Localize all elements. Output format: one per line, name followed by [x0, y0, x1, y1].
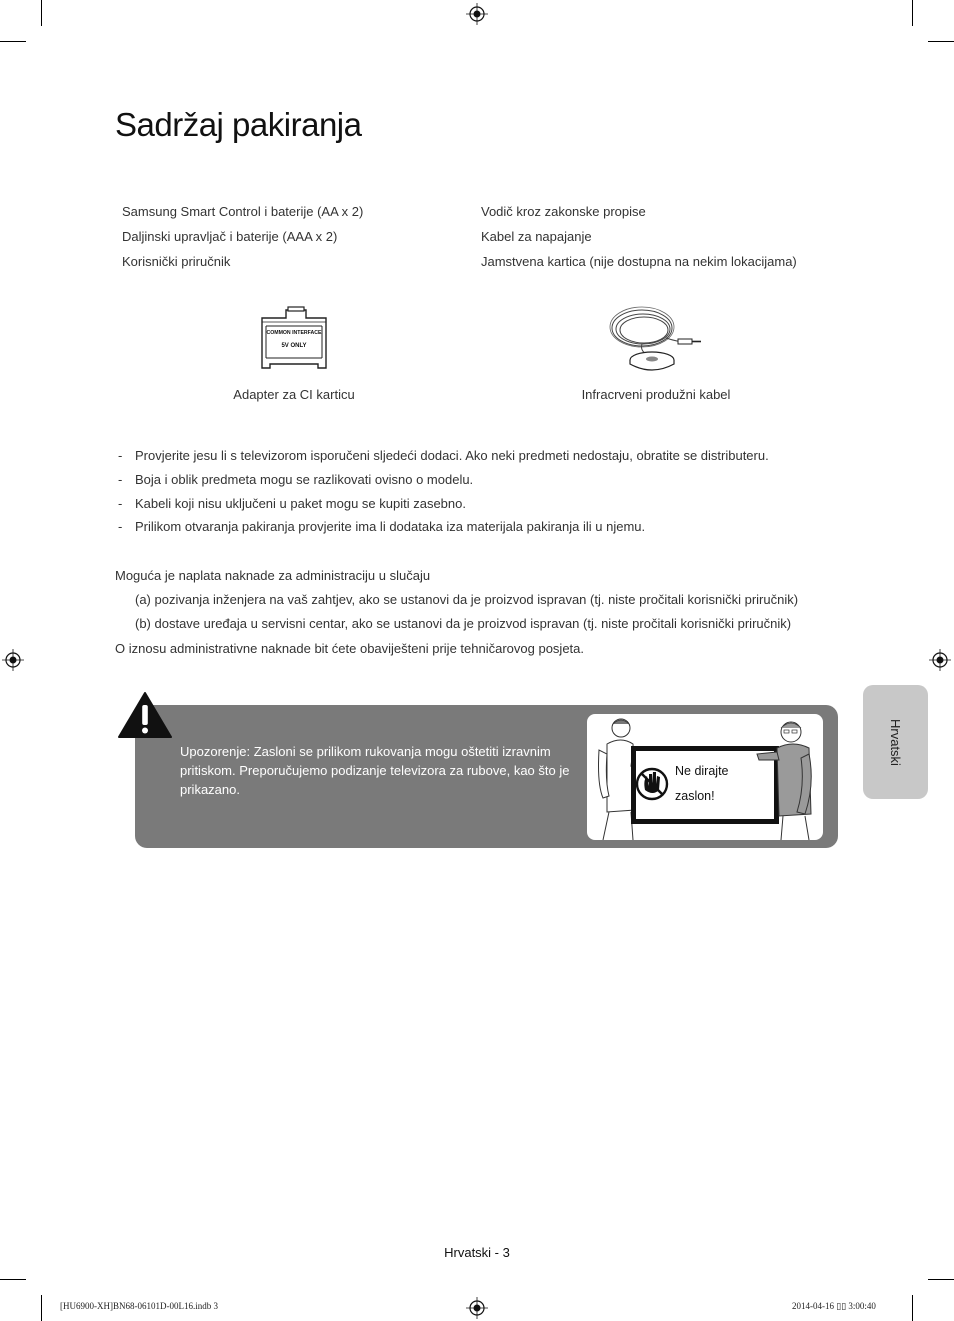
ir-extender-cable-icon	[606, 304, 706, 378]
warning-triangle-icon	[117, 690, 173, 740]
warning-text	[180, 742, 575, 799]
registration-mark-icon	[466, 3, 488, 25]
crop-mark	[0, 1279, 26, 1280]
language-side-tab	[863, 685, 928, 799]
page-title: Sadržaj pakiranja	[115, 106, 362, 143]
crop-mark	[928, 1279, 954, 1280]
crop-mark	[0, 41, 26, 42]
crop-mark	[912, 0, 913, 26]
accessory-caption: Adapter za CI karticu	[233, 387, 355, 402]
page-number: Hrvatski - 3	[444, 1245, 510, 1260]
note-text: Prilikom otvaranja pakiranja provjerite ima li dodataka iza materijala pakiranja ili u njemu.	[135, 519, 646, 534]
accessory-caption: Infracrveni produžni kabel	[581, 387, 731, 402]
contents-item: Vodič kroz zakonske propise	[481, 204, 646, 219]
language-side-tab-label: Hrvatski	[888, 718, 903, 766]
note-item: - Kabeli koji nisu uključeni u paket mogu se kupiti zasebno.	[118, 496, 466, 511]
note-item: - Prilikom otvaranja pakiranja provjerite ima li dodataka iza materijala pakiranja ili u njemu.	[118, 519, 646, 534]
crop-mark	[41, 0, 42, 26]
ci-adapter-label: COMMON INTERFACE	[266, 330, 322, 336]
admin-intro: Moguća je naplata naknade za administraciju u slučaju	[115, 568, 431, 583]
admin-outro: O iznosu administrativne naknade bit ćete obaviješteni prije tehničarovog posjeta.	[115, 641, 584, 656]
admin-case-a: (a) pozivanja inženjera na vaš zahtjev, ako se ustanovi da je proizvod ispravan (tj. niste pročitali korisnički priručnik)	[135, 592, 799, 607]
people-holding-tv-illustration	[587, 714, 823, 840]
tv-warning-line1: Ne dirajte	[675, 764, 729, 778]
contents-item: Kabel za napajanje	[481, 229, 592, 244]
registration-mark-icon	[929, 649, 951, 671]
admin-case-b: (b) dostave uređaja u servisni centar, ako se ustanovi da je proizvod ispravan (tj. niste pročitali korisnički priručnik)	[135, 616, 792, 631]
warning-body: : Zasloni se prilikom rukovanja mogu oštetiti izravnim pritiskom. Preporučujemo podizanje televizora za rubove, kao što je prikazano.	[180, 744, 570, 797]
footer-file-info: [HU6900-XH]BN68-06101D-00L16.indb 3	[60, 1301, 218, 1311]
contents-item: Korisnički priručnik	[122, 254, 231, 269]
note-text: Kabeli koji nisu uključeni u paket mogu se kupiti zasebno.	[135, 496, 466, 511]
registration-mark-icon	[466, 1297, 488, 1319]
ci-adapter-label: 5V ONLY	[281, 343, 307, 349]
note-text: Boja i oblik predmeta mogu se razlikovati ovisno o modelu.	[135, 472, 474, 487]
ci-card-adapter-icon	[258, 306, 330, 374]
crop-mark	[912, 1295, 913, 1321]
contents-item: Samsung Smart Control i baterije (AA x 2)	[122, 204, 364, 219]
crop-mark	[928, 41, 954, 42]
tv-warning-line2: zaslon!	[675, 789, 715, 803]
contents-item: Daljinski upravljač i baterije (AAA x 2)	[122, 229, 338, 244]
note-item: - Boja i oblik predmeta mogu se razlikovati ovisno o modelu.	[118, 472, 474, 487]
footer-timestamp: 2014-04-16 ▯▯ 3:00:40	[792, 1301, 876, 1311]
crop-mark	[41, 1295, 42, 1321]
note-item: - Provjerite jesu li s televizorom isporučeni sljedeći dodaci. Ako neki predmeti nedostaju, obratite se distributeru.	[118, 448, 769, 463]
registration-mark-icon	[2, 649, 24, 671]
contents-item: Jamstvena kartica (nije dostupna na nekim lokacijama)	[481, 254, 797, 269]
note-text: Provjerite jesu li s televizorom isporučeni sljedeći dodaci. Ako neki predmeti nedostaju, obratite se distributeru.	[135, 448, 769, 463]
warning-label: Upozorenje	[180, 744, 247, 759]
